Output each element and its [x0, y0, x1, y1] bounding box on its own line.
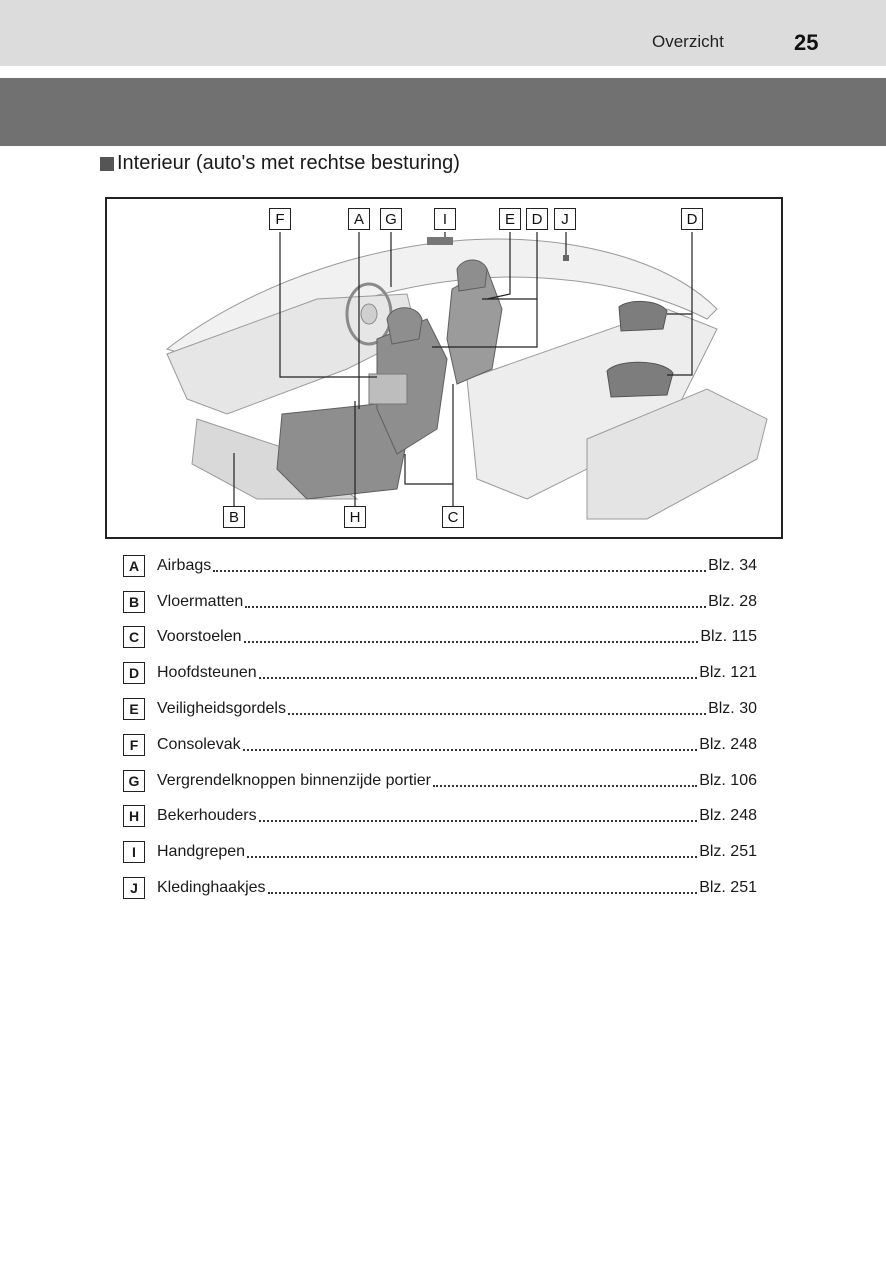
legend-letter: H: [123, 805, 145, 827]
legend-label: Airbags: [157, 556, 212, 574]
callout-c: C: [442, 506, 464, 528]
callout-e: E: [499, 208, 521, 230]
car-interior-drawing: [107, 199, 781, 537]
legend-label: Veiligheidsgordels: [157, 700, 286, 718]
legend-item: [123, 655, 763, 691]
legend-letter: B: [123, 591, 145, 613]
dot-leader: [247, 856, 697, 858]
legend-page-ref: Blz. 30: [708, 700, 757, 718]
legend-item: [123, 727, 763, 763]
legend-item: [123, 763, 763, 799]
legend-page-ref: Blz. 121: [699, 664, 757, 682]
legend-letter: C: [123, 626, 145, 648]
legend-page-ref: Blz. 251: [699, 879, 757, 897]
legend-letter: J: [123, 877, 145, 899]
legend-letter: D: [123, 662, 145, 684]
legend-letter: F: [123, 734, 145, 756]
legend-page-ref: Blz. 28: [708, 592, 757, 610]
callout-b: B: [223, 506, 245, 528]
legend-page-ref: Blz. 248: [699, 807, 757, 825]
legend-page-ref: Blz. 106: [699, 771, 757, 789]
dot-leader: [433, 785, 697, 787]
page-heading: [100, 152, 460, 175]
legend-page-ref: Blz. 115: [700, 628, 757, 646]
legend-page-ref: Blz. 34: [708, 556, 757, 574]
dot-leader: [213, 570, 706, 572]
header-band: [0, 0, 886, 66]
chapter-band: [0, 78, 886, 146]
dot-leader: [268, 892, 698, 894]
legend-letter: G: [123, 770, 145, 792]
interior-illustration: [105, 197, 783, 539]
legend-list: [123, 548, 763, 906]
legend-item: [123, 548, 763, 584]
heading-bullet-icon: [100, 157, 114, 171]
legend-label: Handgrepen: [157, 843, 246, 861]
legend-item: [123, 799, 763, 835]
legend-label: Hoofdsteunen: [157, 664, 257, 682]
callout-j: J: [554, 208, 576, 230]
callout-i: I: [434, 208, 456, 230]
legend-item: [123, 870, 763, 906]
dot-leader: [259, 820, 698, 822]
legend-item: [123, 834, 763, 870]
legend-label: Vloermatten: [157, 592, 244, 610]
callout-d-rear: D: [681, 208, 703, 230]
callout-f: F: [269, 208, 291, 230]
callout-h: H: [344, 506, 366, 528]
legend-label: Bekerhouders: [157, 807, 257, 825]
dot-leader: [245, 606, 706, 608]
callout-d-front: D: [526, 208, 548, 230]
legend-letter: E: [123, 698, 145, 720]
legend-item: [123, 691, 763, 727]
legend-label: Kledinghaakjes: [157, 879, 266, 897]
legend-letter: I: [123, 841, 145, 863]
page-number: 25: [794, 30, 819, 55]
legend-letter: A: [123, 555, 145, 577]
section-title: Overzicht: [652, 32, 724, 51]
dot-leader: [259, 677, 698, 679]
legend-item: [123, 584, 763, 620]
legend-label: Voorstoelen: [157, 628, 242, 646]
legend-item: [123, 620, 763, 656]
legend-label: Consolevak: [157, 735, 241, 753]
callout-a: A: [348, 208, 370, 230]
callout-g: G: [380, 208, 402, 230]
legend-page-ref: Blz. 248: [699, 735, 757, 753]
dot-leader: [288, 713, 706, 715]
heading-text: Interieur (auto's met rechtse besturing): [117, 152, 460, 174]
legend-page-ref: Blz. 251: [699, 843, 757, 861]
legend-label: Vergrendelknoppen binnenzijde portier: [157, 771, 431, 789]
dot-leader: [243, 749, 698, 751]
dot-leader: [244, 641, 699, 643]
